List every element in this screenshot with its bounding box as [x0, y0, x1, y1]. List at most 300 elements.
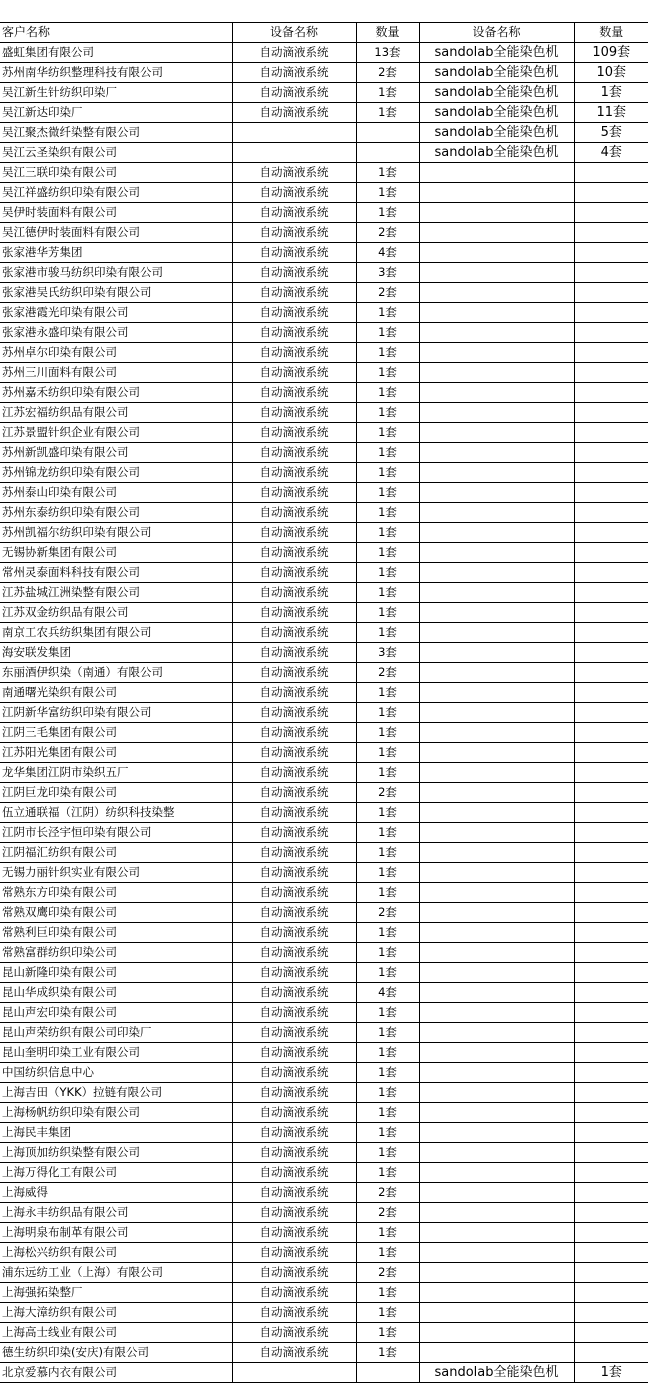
customer-name-cell: 浦东远纺工业（上海）有限公司	[0, 1263, 232, 1283]
table-row	[0, 263, 648, 283]
customer-name-cell: 吴伊时装面料有限公司	[0, 203, 232, 223]
quantity-2-cell	[574, 203, 648, 223]
customer-name-cell: 江阴市长泾宇恒印染有限公司	[0, 823, 232, 843]
customer-name-cell: 张家港霞光印染有限公司	[0, 303, 232, 323]
quantity-cell: 4套	[356, 983, 419, 1003]
equipment-name-2-cell: sandolab全能染色机	[419, 103, 574, 123]
equipment-name-2-cell: sandolab全能染色机	[419, 123, 574, 143]
customer-name-cell: 无锡力丽针织实业有限公司	[0, 863, 232, 883]
quantity-cell: 1套	[356, 1063, 419, 1083]
quantity-cell: 4套	[356, 243, 419, 263]
quantity-cell: 1套	[356, 743, 419, 763]
quantity-2-cell	[574, 783, 648, 803]
quantity-cell: 1套	[356, 203, 419, 223]
table-row	[0, 663, 648, 683]
quantity-2-cell: 1套	[574, 1363, 648, 1383]
quantity-cell: 1套	[356, 963, 419, 983]
table-row	[0, 1203, 648, 1223]
table-row	[0, 1163, 648, 1183]
equipment-name-2-cell	[419, 203, 574, 223]
equipment-name-2-cell: sandolab全能染色机	[419, 43, 574, 63]
quantity-2-cell	[574, 603, 648, 623]
customer-name-cell: 东丽酒伊织染（南通）有限公司	[0, 663, 232, 683]
customer-name-cell: 苏州三川面料有限公司	[0, 363, 232, 383]
customer-name-cell: 上海永丰纺织品有限公司	[0, 1203, 232, 1223]
customer-name-cell: 上海民丰集团	[0, 1123, 232, 1143]
equipment-name-cell: 自动滴液系统	[232, 443, 356, 463]
quantity-cell: 1套	[356, 1343, 419, 1363]
equipment-name-2-cell	[419, 803, 574, 823]
equipment-name-2-cell	[419, 403, 574, 423]
equipment-name-cell: 自动滴液系统	[232, 103, 356, 123]
equipment-name-2-cell	[419, 1343, 574, 1363]
equipment-name-cell: 自动滴液系统	[232, 223, 356, 243]
customer-name-cell: 吴江新达印染厂	[0, 103, 232, 123]
equipment-name-cell: 自动滴液系统	[232, 663, 356, 683]
customer-name-cell: 吴江新生针纺织印染厂	[0, 83, 232, 103]
equipment-name-cell: 自动滴液系统	[232, 1263, 356, 1283]
customer-name-cell: 上海强拓染整厂	[0, 1283, 232, 1303]
equipment-name-2-cell	[419, 723, 574, 743]
quantity-2-cell: 4套	[574, 143, 648, 163]
customer-name-cell: 江阴三毛集团有限公司	[0, 723, 232, 743]
equipment-name-2-cell	[419, 683, 574, 703]
quantity-2-cell	[574, 1103, 648, 1123]
quantity-2-cell	[574, 403, 648, 423]
quantity-cell: 1套	[356, 83, 419, 103]
table-row	[0, 283, 648, 303]
equipment-name-2-cell	[419, 423, 574, 443]
customer-name-cell: 常熟东方印染有限公司	[0, 883, 232, 903]
equipment-name-cell: 自动滴液系统	[232, 1063, 356, 1083]
equipment-name-2-cell	[419, 1163, 574, 1183]
quantity-cell	[356, 1363, 419, 1383]
table-row	[0, 883, 648, 903]
quantity-cell: 1套	[356, 823, 419, 843]
customer-name-cell: 昆山华成织染有限公司	[0, 983, 232, 1003]
equipment-name-cell: 自动滴液系统	[232, 303, 356, 323]
quantity-2-cell	[574, 463, 648, 483]
quantity-cell	[356, 123, 419, 143]
quantity-cell: 1套	[356, 523, 419, 543]
customer-name-cell: 常熟利巨印染有限公司	[0, 923, 232, 943]
equipment-name-2-cell	[419, 303, 574, 323]
table-row	[0, 563, 648, 583]
quantity-cell: 13套	[356, 43, 419, 63]
equipment-name-2-cell	[419, 1023, 574, 1043]
equipment-name-cell	[232, 123, 356, 143]
equipment-name-2-cell	[419, 1323, 574, 1343]
table-row	[0, 983, 648, 1003]
quantity-2-cell	[574, 263, 648, 283]
equipment-name-2-cell	[419, 283, 574, 303]
quantity-2-cell	[574, 923, 648, 943]
table-row	[0, 1223, 648, 1243]
equipment-name-2-cell	[419, 483, 574, 503]
quantity-cell: 2套	[356, 783, 419, 803]
quantity-2-cell	[574, 643, 648, 663]
equipment-name-cell: 自动滴液系统	[232, 863, 356, 883]
quantity-2-cell	[574, 623, 648, 643]
equipment-name-cell: 自动滴液系统	[232, 623, 356, 643]
equipment-name-2-cell	[419, 983, 574, 1003]
quantity-cell: 1套	[356, 623, 419, 643]
quantity-2-cell	[574, 743, 648, 763]
table-row	[0, 243, 648, 263]
customer-name-cell: 龙华集团江阴市染织五厂	[0, 763, 232, 783]
equipment-name-2-cell	[419, 223, 574, 243]
customer-name-cell: 上海松兴纺织有限公司	[0, 1243, 232, 1263]
table-row	[0, 63, 648, 83]
equipment-name-cell: 自动滴液系统	[232, 783, 356, 803]
quantity-2-cell: 109套	[574, 43, 648, 63]
table-row	[0, 1023, 648, 1043]
quantity-cell: 1套	[356, 1283, 419, 1303]
equipment-name-2-cell	[419, 463, 574, 483]
equipment-name-cell	[232, 143, 356, 163]
quantity-cell: 1套	[356, 1303, 419, 1323]
equipment-name-2-cell	[419, 1083, 574, 1103]
equipment-name-cell: 自动滴液系统	[232, 203, 356, 223]
table-row	[0, 1263, 648, 1283]
equipment-name-2-cell	[419, 823, 574, 843]
equipment-name-2-cell	[419, 243, 574, 263]
table-row	[0, 603, 648, 623]
equipment-name-cell: 自动滴液系统	[232, 1023, 356, 1043]
customer-name-cell: 吴江三联印染有限公司	[0, 163, 232, 183]
equipment-name-2-cell	[419, 903, 574, 923]
equipment-name-2-cell	[419, 1223, 574, 1243]
equipment-name-cell: 自动滴液系统	[232, 563, 356, 583]
equipment-name-cell: 自动滴液系统	[232, 343, 356, 363]
equipment-name-2-cell	[419, 443, 574, 463]
quantity-2-cell	[574, 303, 648, 323]
table-row	[0, 1283, 648, 1303]
customer-equipment-table	[0, 22, 648, 1383]
table-row	[0, 623, 648, 643]
equipment-name-cell: 自动滴液系统	[232, 703, 356, 723]
quantity-cell: 3套	[356, 263, 419, 283]
customer-name-cell: 上海顶加纺织染整有限公司	[0, 1143, 232, 1163]
quantity-2-cell	[574, 843, 648, 863]
quantity-2-cell	[574, 1183, 648, 1203]
table-row	[0, 203, 648, 223]
equipment-name-2-cell	[419, 1043, 574, 1063]
table-row	[0, 963, 648, 983]
equipment-name-2-cell	[419, 1263, 574, 1283]
customer-name-cell: 盛虹集团有限公司	[0, 43, 232, 63]
customer-name-cell: 无锡协新集团有限公司	[0, 543, 232, 563]
quantity-cell: 1套	[356, 303, 419, 323]
equipment-name-2-cell	[419, 363, 574, 383]
equipment-name-cell: 自动滴液系统	[232, 43, 356, 63]
quantity-cell: 1套	[356, 1023, 419, 1043]
table-row	[0, 303, 648, 323]
table-row	[0, 1003, 648, 1023]
equipment-name-cell: 自动滴液系统	[232, 823, 356, 843]
equipment-name-cell: 自动滴液系统	[232, 283, 356, 303]
quantity-cell: 1套	[356, 1103, 419, 1123]
equipment-name-cell: 自动滴液系统	[232, 1103, 356, 1123]
equipment-name-cell: 自动滴液系统	[232, 903, 356, 923]
table-row	[0, 843, 648, 863]
quantity-2-cell	[574, 163, 648, 183]
quantity-2-cell	[574, 443, 648, 463]
quantity-cell: 1套	[356, 1143, 419, 1163]
quantity-2-cell	[574, 423, 648, 443]
quantity-2-cell	[574, 1283, 648, 1303]
equipment-name-cell: 自动滴液系统	[232, 1203, 356, 1223]
equipment-name-cell: 自动滴液系统	[232, 523, 356, 543]
customer-name-cell: 江苏阳光集团有限公司	[0, 743, 232, 763]
table-row	[0, 83, 648, 103]
quantity-2-cell	[574, 523, 648, 543]
customer-name-cell: 张家港市骏马纺织印染有限公司	[0, 263, 232, 283]
quantity-2-cell: 5套	[574, 123, 648, 143]
customer-name-cell: 苏州锦龙纺织印染有限公司	[0, 463, 232, 483]
customer-name-cell: 德生纺织印染(安庆)有限公司	[0, 1343, 232, 1363]
quantity-cell: 1套	[356, 403, 419, 423]
equipment-name-cell	[232, 1363, 356, 1383]
quantity-cell: 2套	[356, 283, 419, 303]
customer-name-cell: 中国纺织信息中心	[0, 1063, 232, 1083]
table-row	[0, 423, 648, 443]
customer-name-cell: 上海杨帆纺织印染有限公司	[0, 1103, 232, 1123]
quantity-cell: 1套	[356, 363, 419, 383]
customer-name-cell: 昆山声宏印染有限公司	[0, 1003, 232, 1023]
equipment-name-2-cell	[419, 843, 574, 863]
quantity-cell: 1套	[356, 863, 419, 883]
equipment-name-2-cell	[419, 923, 574, 943]
quantity-2-cell	[574, 1303, 648, 1323]
table-row	[0, 1123, 648, 1143]
quantity-cell: 1套	[356, 183, 419, 203]
customer-name-cell: 南京工农兵纺织集团有限公司	[0, 623, 232, 643]
equipment-name-2-cell	[419, 743, 574, 763]
quantity-cell: 1套	[356, 843, 419, 863]
quantity-cell: 1套	[356, 703, 419, 723]
equipment-name-2-cell	[419, 623, 574, 643]
quantity-2-cell	[574, 1003, 648, 1023]
table-row	[0, 223, 648, 243]
quantity-cell: 1套	[356, 1243, 419, 1263]
table-row	[0, 583, 648, 603]
table-row	[0, 923, 648, 943]
quantity-2-cell	[574, 1343, 648, 1363]
equipment-name-2-cell	[419, 1123, 574, 1143]
quantity-2-cell	[574, 663, 648, 683]
table-row	[0, 1143, 648, 1163]
table-row	[0, 1103, 648, 1123]
equipment-name-cell: 自动滴液系统	[232, 463, 356, 483]
quantity-2-cell	[574, 963, 648, 983]
equipment-name-cell: 自动滴液系统	[232, 1323, 356, 1343]
table-row	[0, 503, 648, 523]
equipment-name-cell: 自动滴液系统	[232, 643, 356, 663]
quantity-cell: 1套	[356, 1323, 419, 1343]
quantity-2-cell	[574, 983, 648, 1003]
quantity-cell: 1套	[356, 1043, 419, 1063]
customer-name-cell: 上海高士线业有限公司	[0, 1323, 232, 1343]
equipment-name-2-cell	[419, 583, 574, 603]
equipment-name-cell: 自动滴液系统	[232, 743, 356, 763]
equipment-name-2-cell: sandolab全能染色机	[419, 63, 574, 83]
quantity-cell: 1套	[356, 803, 419, 823]
header-quantity: 数量	[356, 23, 419, 43]
quantity-2-cell	[574, 1123, 648, 1143]
customer-name-cell: 张家港吴氏纺织印染有限公司	[0, 283, 232, 303]
customer-name-cell: 昆山声荣纺织有限公司印染厂	[0, 1023, 232, 1043]
customer-name-cell: 吴江聚杰微纤染整有限公司	[0, 123, 232, 143]
equipment-name-2-cell	[419, 1003, 574, 1023]
equipment-name-cell: 自动滴液系统	[232, 1183, 356, 1203]
equipment-name-2-cell	[419, 863, 574, 883]
quantity-cell: 1套	[356, 683, 419, 703]
equipment-name-cell: 自动滴液系统	[232, 163, 356, 183]
equipment-name-2-cell	[419, 1283, 574, 1303]
customer-name-cell: 常熟双鹰印染有限公司	[0, 903, 232, 923]
quantity-2-cell	[574, 703, 648, 723]
quantity-2-cell	[574, 903, 648, 923]
quantity-cell: 1套	[356, 383, 419, 403]
quantity-cell: 1套	[356, 1163, 419, 1183]
table-row	[0, 143, 648, 163]
equipment-name-cell: 自动滴液系统	[232, 363, 356, 383]
equipment-name-2-cell	[419, 383, 574, 403]
quantity-cell: 1套	[356, 563, 419, 583]
quantity-2-cell	[574, 483, 648, 503]
customer-name-cell: 江阴新华富纺织印染有限公司	[0, 703, 232, 723]
quantity-cell: 2套	[356, 663, 419, 683]
quantity-2-cell: 10套	[574, 63, 648, 83]
quantity-cell: 1套	[356, 163, 419, 183]
quantity-2-cell	[574, 1043, 648, 1063]
table-row	[0, 483, 648, 503]
customer-name-cell: 常州灵泰面料科技有限公司	[0, 563, 232, 583]
customer-name-cell: 吴江祥盛纺织印染有限公司	[0, 183, 232, 203]
table-row	[0, 683, 648, 703]
equipment-name-cell: 自动滴液系统	[232, 183, 356, 203]
equipment-name-2-cell	[419, 523, 574, 543]
quantity-2-cell	[574, 323, 648, 343]
equipment-name-cell: 自动滴液系统	[232, 963, 356, 983]
quantity-2-cell	[574, 583, 648, 603]
quantity-cell: 1套	[356, 723, 419, 743]
quantity-cell: 1套	[356, 1123, 419, 1143]
quantity-cell: 2套	[356, 1183, 419, 1203]
table-row	[0, 803, 648, 823]
customer-name-cell: 苏州卓尔印染有限公司	[0, 343, 232, 363]
customer-name-cell: 吴江德伊时装面料有限公司	[0, 223, 232, 243]
table-row	[0, 1243, 648, 1263]
customer-name-cell: 苏州新凯盛印染有限公司	[0, 443, 232, 463]
quantity-2-cell	[574, 1203, 648, 1223]
equipment-name-2-cell: sandolab全能染色机	[419, 83, 574, 103]
quantity-cell: 1套	[356, 763, 419, 783]
equipment-name-cell: 自动滴液系统	[232, 383, 356, 403]
customer-name-cell: 上海明泉布制革有限公司	[0, 1223, 232, 1243]
equipment-name-cell: 自动滴液系统	[232, 943, 356, 963]
quantity-2-cell	[574, 883, 648, 903]
table-row	[0, 343, 648, 363]
equipment-name-2-cell	[419, 663, 574, 683]
customer-name-cell: 江阴福汇纺织有限公司	[0, 843, 232, 863]
table-row	[0, 723, 648, 743]
quantity-2-cell	[574, 363, 648, 383]
quantity-2-cell	[574, 823, 648, 843]
quantity-2-cell	[574, 503, 648, 523]
equipment-name-cell: 自动滴液系统	[232, 1083, 356, 1103]
quantity-2-cell	[574, 383, 648, 403]
table-row	[0, 123, 648, 143]
equipment-name-cell: 自动滴液系统	[232, 503, 356, 523]
table-row	[0, 383, 648, 403]
equipment-name-cell: 自动滴液系统	[232, 683, 356, 703]
equipment-name-cell: 自动滴液系统	[232, 243, 356, 263]
quantity-2-cell	[574, 943, 648, 963]
equipment-name-cell: 自动滴液系统	[232, 1143, 356, 1163]
quantity-2-cell	[574, 283, 648, 303]
quantity-cell: 1套	[356, 883, 419, 903]
customer-name-cell: 海安联发集团	[0, 643, 232, 663]
quantity-cell: 3套	[356, 643, 419, 663]
customer-name-cell: 南通曙光染织有限公司	[0, 683, 232, 703]
header-equipment-name-2: 设备名称	[419, 23, 574, 43]
equipment-name-2-cell	[419, 763, 574, 783]
table-row	[0, 363, 648, 383]
table-row	[0, 1083, 648, 1103]
equipment-name-cell: 自动滴液系统	[232, 983, 356, 1003]
quantity-2-cell	[574, 1263, 648, 1283]
table-row	[0, 1343, 648, 1363]
quantity-2-cell	[574, 543, 648, 563]
equipment-name-2-cell	[419, 943, 574, 963]
table-row	[0, 703, 648, 723]
customer-name-cell: 苏州嘉禾纺织印染有限公司	[0, 383, 232, 403]
table-row	[0, 943, 648, 963]
table-row	[0, 1363, 648, 1383]
customer-name-cell: 江苏双金纺织品有限公司	[0, 603, 232, 623]
quantity-cell: 1套	[356, 483, 419, 503]
quantity-2-cell	[574, 1083, 648, 1103]
equipment-name-2-cell	[419, 1303, 574, 1323]
customer-name-cell: 张家港永盛印染有限公司	[0, 323, 232, 343]
quantity-2-cell	[574, 723, 648, 743]
customer-name-cell: 伍立通联福（江阴）纺织科技染整	[0, 803, 232, 823]
table-row	[0, 1043, 648, 1063]
quantity-2-cell	[574, 1143, 648, 1163]
quantity-cell: 1套	[356, 343, 419, 363]
quantity-cell	[356, 143, 419, 163]
quantity-2-cell	[574, 1243, 648, 1263]
quantity-cell: 1套	[356, 1003, 419, 1023]
equipment-name-2-cell	[419, 503, 574, 523]
customer-name-cell: 北京爱慕内衣有限公司	[0, 1363, 232, 1383]
equipment-name-cell: 自动滴液系统	[232, 1003, 356, 1023]
quantity-cell: 2套	[356, 63, 419, 83]
customer-name-cell: 苏州东泰纺织印染有限公司	[0, 503, 232, 523]
table-row	[0, 1303, 648, 1323]
equipment-name-2-cell	[419, 263, 574, 283]
equipment-name-cell: 自动滴液系统	[232, 1243, 356, 1263]
table-row	[0, 863, 648, 883]
quantity-cell: 1套	[356, 943, 419, 963]
header-customer-name: 客户名称	[0, 23, 232, 43]
equipment-name-2-cell	[419, 783, 574, 803]
customer-name-cell: 昆山新隆印染有限公司	[0, 963, 232, 983]
equipment-name-cell: 自动滴液系统	[232, 803, 356, 823]
equipment-name-2-cell	[419, 963, 574, 983]
